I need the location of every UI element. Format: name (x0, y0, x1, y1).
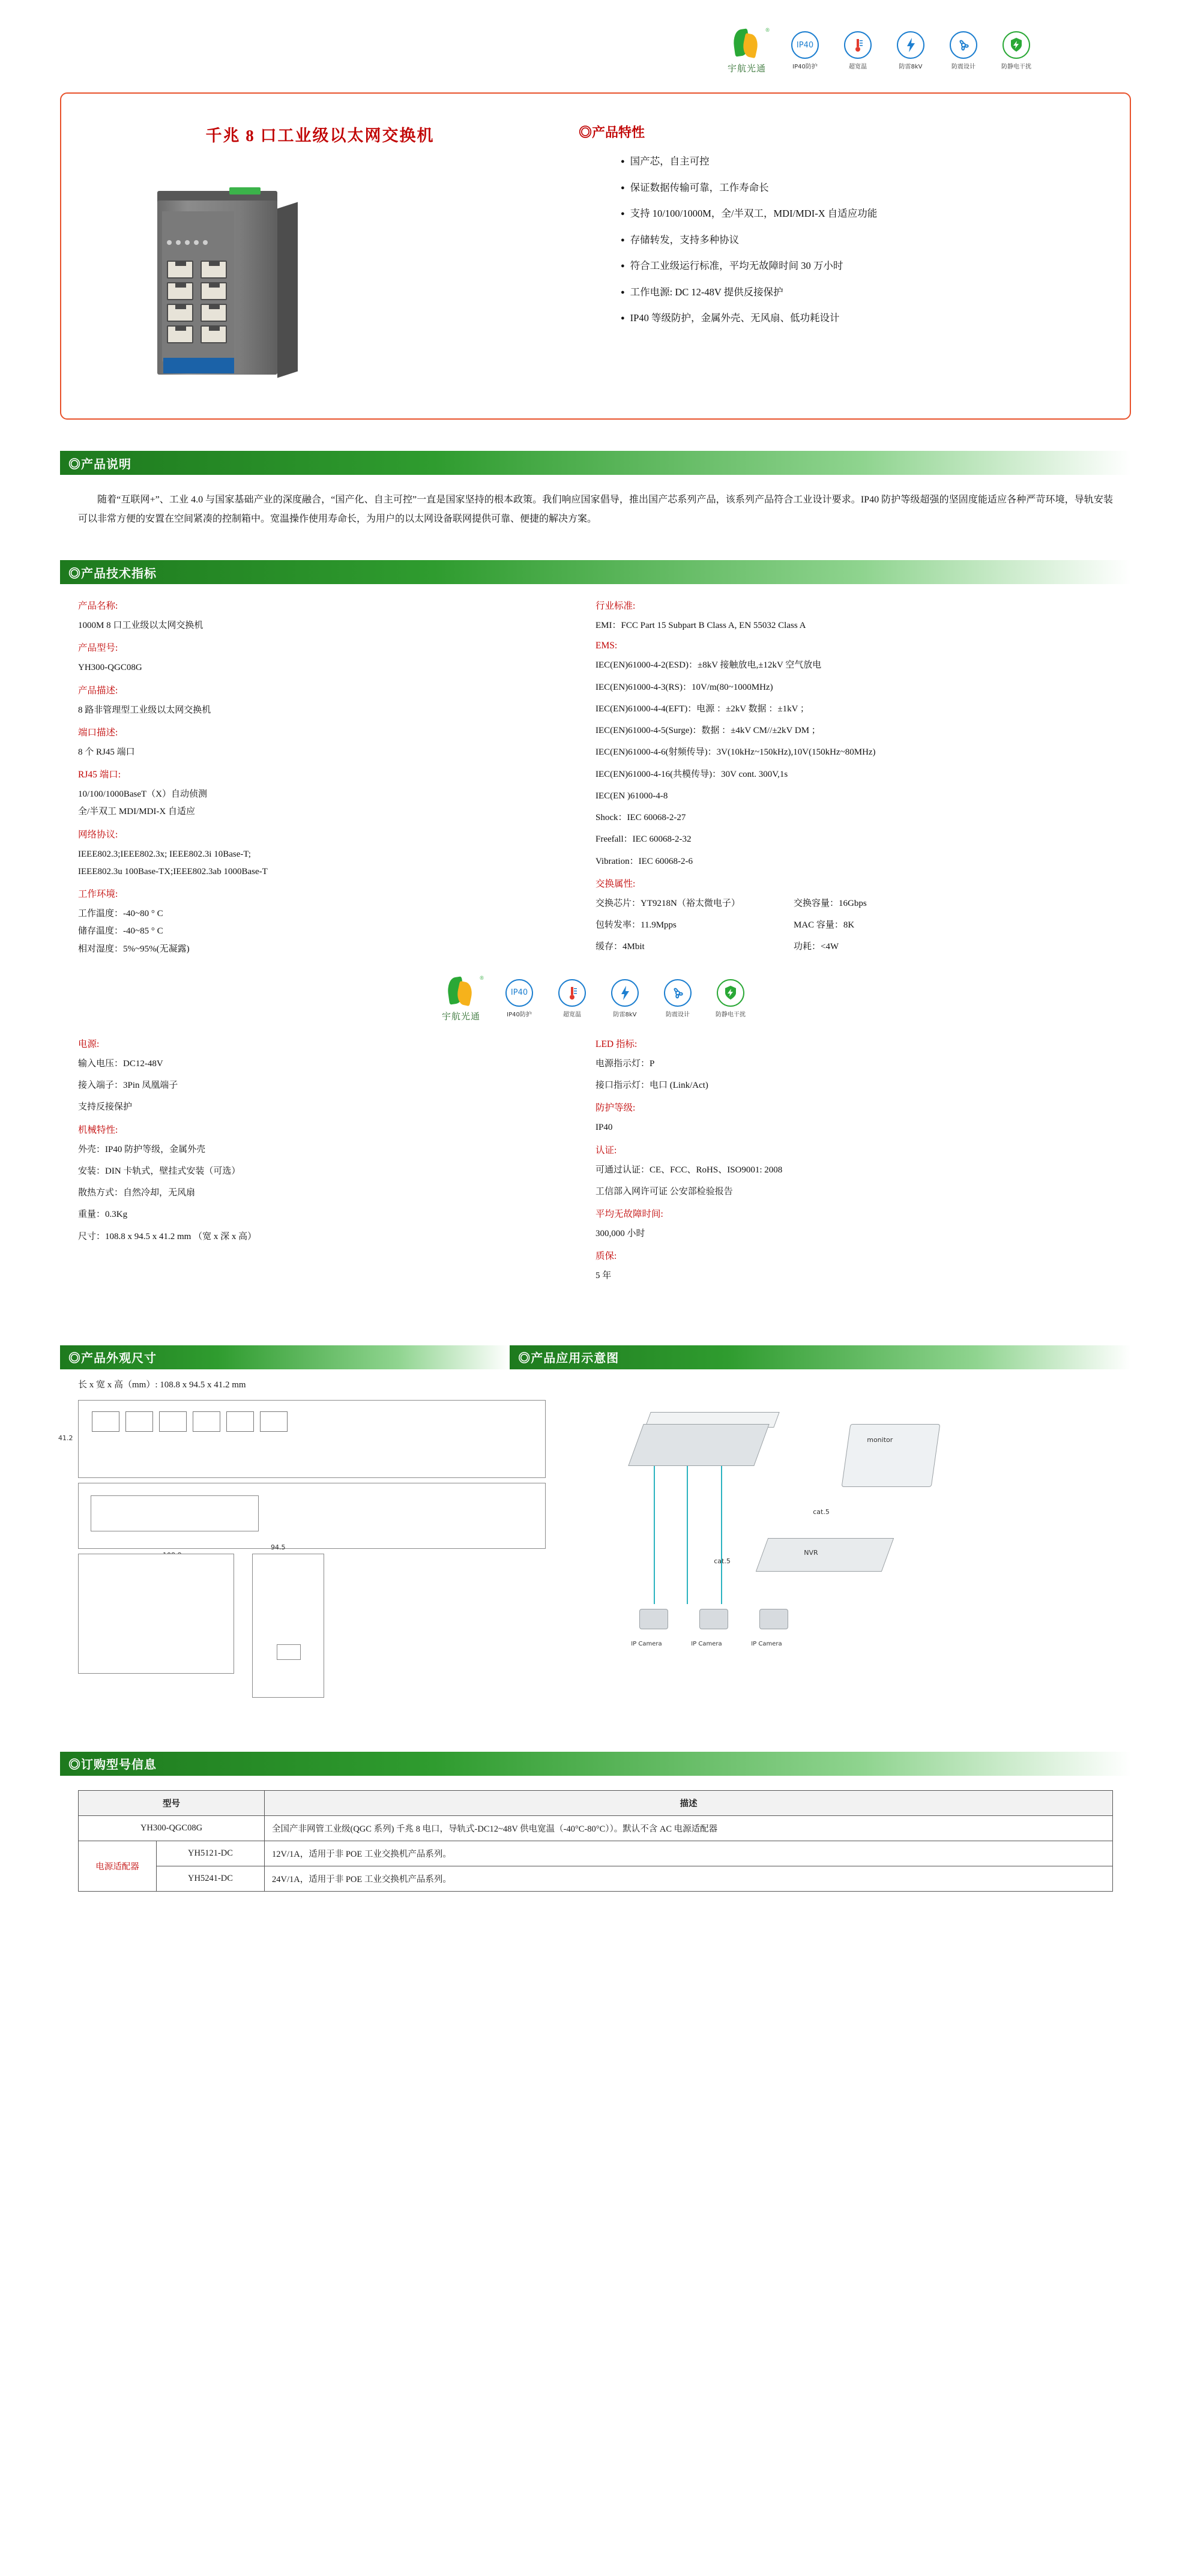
feature-item: ● 存储转发，支持多种协议 (621, 235, 1106, 246)
spec-value-mtbf: 300,000 小时 (596, 1229, 645, 1238)
spec-value-packet-rate: 包转发率：11.9Mpps (596, 920, 677, 930)
rj45-ports-icon (167, 261, 229, 343)
spec-column-right (596, 599, 1113, 964)
app-camera-icon-1 (639, 1609, 668, 1629)
app-label-cat5-b: cat.5 (714, 1557, 731, 1565)
badge-label: 防雷8kV (613, 1011, 637, 1018)
registered-mark-icon: ® (765, 27, 770, 33)
thermometer-icon (844, 31, 872, 59)
order-desc-0: 全国产非网管工业级(QGC 系列) 千兆 8 电口，导轨式-DC12~48V 供电宽温（-40°C-80°C））。默认不含 AC 电源适配器 (265, 1815, 1113, 1841)
app-monitor-icon (842, 1424, 941, 1487)
spec-head-cert: 认证: (596, 1145, 617, 1156)
description-text: 随着“互联网+”、工业 4.0 与国家基础产业的深度融合，“国产化、自主可控”一直是国家坚持的根本政策。我们响应国家倡导，推出国产芯系列产品，该系列产品符合工业设计要求。IP40 防护等级超强的坚固度能适应各种严苛环境，导轨安装可以非常方便的安置在空间紧凑的控制箱中。宽温操作使用寿命长，为用户的以太网设备联网提供可靠、便捷的解决方案。 (78, 495, 1113, 524)
company-logo (727, 27, 770, 74)
spec-value-ems-5: IEC(EN)61000-4-6(射频传导)：3V(10kHz~150kHz),10V(150kHz~80MHz) (596, 747, 876, 758)
spec-value-port: 8 个 RJ45 端口 (78, 747, 135, 757)
spec-row-switch-chip (596, 897, 1095, 911)
badge-shock-mid (659, 979, 696, 1018)
spec-head-switch: 交换属性: (596, 878, 636, 889)
spec-grid (78, 599, 1113, 964)
spec-value-power-3: 支持反接保护 (78, 1102, 133, 1112)
app-nvr-icon (756, 1538, 894, 1572)
spec-value-ems-4: IEC(EN)61000-4-5(Surge)：数据 ：±4kV CM//±2kV DM ； (596, 726, 821, 735)
spec-value-cert-2: 工信部入网许可证 公安部检验报告 (596, 1186, 733, 1196)
spec-head-rj45: RJ45 端口: (78, 770, 121, 780)
spec-value-power-consumption: 功耗：<4W (794, 942, 839, 952)
spec-value-rj45-2: 全/半双工 MDI/MDI-X 自适应 (78, 807, 195, 817)
spec-value-switch-chip: 交换芯片：YT9218N（裕太微电子） (596, 898, 740, 908)
registered-mark-icon: ® (480, 974, 484, 981)
spec-value-mech-2: 安装：DIN 卡轨式，壁挂式安装（可选） (78, 1166, 241, 1176)
badge-label: 超宽温 (849, 64, 867, 70)
badge-esd (998, 31, 1035, 70)
spec-head-mtbf: 平均无故障时间: (596, 1209, 663, 1219)
table-row (79, 1815, 1113, 1841)
badge-surge-mid (606, 979, 644, 1018)
section-bar-order: ◎订购型号信息 (60, 1752, 1131, 1776)
spec-value-env-1: 工作温度：-40~80 ° C (78, 909, 163, 918)
hero-panel (60, 92, 1131, 420)
spec-value-mech-3: 散热方式：自然冷却，无风扇 (78, 1188, 196, 1198)
badge-label: 防雷8kV (899, 64, 923, 70)
spec-head-industry: 行业标准: (596, 601, 636, 611)
spec-head-ems: EMS: (596, 641, 618, 651)
features-list (555, 157, 1106, 324)
feature-item: ● 工作电源: DC 12-48V 提供反接保护 (621, 288, 1106, 298)
app-label-camera-1: IP Camera (631, 1640, 662, 1647)
order-table (78, 1790, 1113, 1892)
spec-value-power-1: 输入电压：DC12-48V (78, 1058, 163, 1069)
badge-wide-temp-mid (553, 979, 591, 1018)
order-model-0: YH300-QGC08G (79, 1815, 265, 1841)
spec-value-shock: Shock：IEC 60068-2-27 (596, 813, 686, 822)
spec-value-mac: MAC 容量：8K (794, 920, 855, 930)
feature-item: ● 国产芯，自主可控 (621, 157, 1106, 167)
spec-value-switch-capacity: 交换容量：16Gbps (794, 898, 867, 908)
app-label-monitor: monitor (867, 1435, 893, 1444)
logo-strip-top (0, 0, 1191, 80)
spec-row-buffer (596, 940, 1095, 954)
spec-value-protection: IP40 (596, 1123, 613, 1133)
badge-shock (945, 31, 982, 70)
spec-head-port: 端口描述: (78, 727, 118, 738)
spec-column-left (78, 599, 596, 964)
spec-value-power-2: 接入端子：3Pin 凤凰端子 (78, 1081, 178, 1090)
spec-head-power: 电源: (78, 1039, 100, 1049)
spec-value-buffer: 缓存：4Mbit (596, 942, 645, 952)
section-bar-description: ◎产品说明 (60, 451, 1131, 475)
leaf-logo-icon (730, 27, 770, 61)
badge-esd-mid (712, 979, 749, 1018)
badge-ip40 (786, 31, 824, 70)
drawing-bottom-view (78, 1554, 234, 1674)
product-title: 千兆 8 口工业级以太网交换机 (205, 127, 435, 145)
spec-value-ems-2: IEC(EN)61000-4-3(RS)：10V/m(80~1000MHz) (596, 682, 773, 692)
spec-value-mech-4: 重量：0.3Kg (78, 1210, 128, 1220)
spec-value-env-3: 相对湿度：5%~95%(无凝露) (78, 944, 190, 954)
product-photo (133, 182, 313, 381)
ip40-shield-icon: IP40 (791, 31, 819, 59)
table-header-row (79, 1790, 1113, 1815)
badge-ip40-mid (501, 979, 538, 1018)
spec-value-net-2: IEEE802.3u 100Base-TX;IEEE802.3ab 1000Base-T (78, 866, 268, 876)
spec-value-ems-7: IEC(EN )61000-4-8 (596, 791, 668, 801)
esd-shield-icon (1003, 31, 1030, 59)
company-name: 宇航光通 (727, 63, 766, 74)
app-label-cat5-a: cat.5 (813, 1507, 830, 1516)
spec-value-mech-1: 外壳：IP40 防护等级，金属外壳 (78, 1144, 206, 1154)
spec-value-led-2: 接口指示灯：电口 (Link/Act) (596, 1081, 708, 1090)
spec-head-protection: 防护等级: (596, 1103, 636, 1114)
app-label-nvr: NVR (804, 1548, 818, 1557)
badge-label: 防震设计 (666, 1011, 690, 1018)
drawing-side-view (252, 1543, 324, 1698)
spec-value-net-1: IEEE802.3;IEEE802.3x; IEEE802.3i 10Base-T; (78, 849, 251, 859)
badge-label: IP40防护 (792, 64, 818, 70)
drawing-area (58, 1400, 1113, 1698)
app-label-camera-3: IP Camera (751, 1640, 782, 1647)
spec-head-led: LED 指标: (596, 1039, 638, 1049)
badge-label: 超宽温 (563, 1011, 581, 1018)
spec-head-desc: 产品描述: (78, 685, 118, 696)
features-heading: ◎产品特性 (579, 125, 645, 140)
spec-value-name: 1000M 8 口工业级以太网交换机 (78, 621, 204, 630)
spec-column-left-2 (78, 1037, 596, 1291)
section-bar-tech: ◎产品技术指标 (60, 560, 1131, 584)
table-row (79, 1841, 1113, 1866)
hero-left (85, 110, 555, 402)
spec-row-packet (596, 918, 1095, 932)
feature-item: ● 保证数据传输可靠，工作寿命长 (621, 183, 1106, 193)
spec-value-freefall: Freefall：IEC 60068-2-32 (596, 834, 692, 845)
spec-value-emi: EMI：FCC Part 15 Subpart B Class A, EN 55032 Class A (596, 621, 806, 630)
spec-grid-2 (78, 1037, 1113, 1291)
hero-right (555, 110, 1106, 402)
drawing-top-view (78, 1483, 546, 1549)
leaf-logo-icon (444, 974, 484, 1009)
feature-item: ● 符合工业级运行标准，平均无故障时间 30 万小时 (621, 261, 1106, 271)
table-row (79, 1866, 1113, 1891)
badge-label: 防静电干扰 (1001, 64, 1031, 70)
order-group-adapter: 电源适配器 (79, 1841, 157, 1891)
application-diagram (564, 1400, 1113, 1658)
section-bar-application: ◎产品应用示意图 (510, 1345, 1131, 1369)
badge-wide-temp (839, 31, 876, 70)
thermometer-icon (558, 979, 586, 1007)
company-name-mid: 宇航光通 (441, 1010, 480, 1022)
badge-label: 防震设计 (951, 64, 975, 70)
lightning-icon (897, 31, 924, 59)
drawing-front-view (58, 1400, 546, 1478)
app-camera-icon-3 (759, 1609, 788, 1629)
spec-head-model: 产品型号: (78, 643, 118, 654)
order-model-1: YH5121-DC (157, 1841, 265, 1866)
spec-value-rj45-1: 10/100/1000BaseT（X）自动侦测 (78, 789, 207, 799)
order-desc-1: 12V/1A，适用于非 POE 工业交换机产品系列。 (265, 1841, 1113, 1866)
dimension-drawings (58, 1400, 546, 1698)
table-header-desc: 描述 (265, 1790, 1113, 1815)
spec-head-warranty: 质保: (596, 1251, 617, 1262)
table-header-model: 型号 (79, 1790, 265, 1815)
badge-surge (892, 31, 929, 70)
dim-label-depth: 94.5 (271, 1543, 286, 1551)
spec-value-led-1: 电源指示灯：P (596, 1058, 655, 1069)
feature-item: ● 支持 10/100/1000M，全/半双工，MDI/MDI-X 自适应功能 (621, 209, 1106, 219)
spec-value-ems-1: IEC(EN)61000-4-2(ESD)：±8kV 接触放电,±12kV 空气放电 (596, 660, 822, 671)
spec-value-desc: 8 路非管理型工业级以太网交换机 (78, 705, 211, 715)
spec-value-ems-3: IEC(EN)61000-4-4(EFT)：电源 ：±2kV 数据 ：±1kV ； (596, 704, 809, 714)
spec-value-cert-1: 可通过认证：CE、FCC、RoHS、ISO9001: 2008 (596, 1165, 783, 1175)
badge-label: IP40防护 (507, 1011, 532, 1018)
spec-value-model: YH300-QGC08G (78, 663, 142, 673)
spec-head-name: 产品名称: (78, 601, 118, 611)
order-desc-2: 24V/1A，适用于非 POE 工业交换机产品系列。 (265, 1866, 1113, 1891)
order-model-2: YH5241-DC (157, 1866, 265, 1891)
ip40-shield-icon: IP40 (505, 979, 533, 1007)
spec-head-env: 工作环境: (78, 889, 118, 899)
spec-head-mech: 机械特性: (78, 1124, 118, 1135)
spec-value-mech-5: 尺寸：108.8 x 94.5 x 41.2 mm （宽 x 深 x 高） (78, 1231, 257, 1241)
spec-value-env-2: 储存温度：-40~85 ° C (78, 926, 163, 937)
badge-label: 防静电干扰 (716, 1011, 746, 1018)
section-bar-dim-app (60, 1345, 1131, 1369)
esd-shield-icon (717, 979, 744, 1007)
dim-label-height: 41.2 (58, 1434, 73, 1442)
app-label-camera-2: IP Camera (691, 1640, 722, 1647)
feature-item: ● IP40 等级防护，金属外壳、无风扇、低功耗设计 (621, 313, 1106, 324)
logo-strip-middle (0, 975, 1191, 1022)
spec-value-ems-6: IEC(EN)61000-4-16(共模传导)：30V cont. 300V,1s (596, 769, 788, 779)
app-camera-icon-2 (699, 1609, 728, 1629)
dimension-note: 长 x 宽 x 高（mm）: 108.8 x 94.5 x 41.2 mm (78, 1380, 246, 1390)
section-bar-dimension: ◎产品外观尺寸 (60, 1345, 510, 1369)
spec-value-vibration: Vibration：IEC 60068-2-6 (596, 856, 693, 866)
fanless-icon (664, 979, 692, 1007)
spec-column-right-2 (596, 1037, 1113, 1291)
spec-value-warranty: 5 年 (596, 1271, 612, 1281)
company-logo-mid (441, 974, 484, 1022)
fanless-icon (950, 31, 977, 59)
lightning-icon (611, 979, 639, 1007)
app-switch-icon (628, 1424, 769, 1466)
spec-head-net: 网络协议: (78, 829, 118, 840)
